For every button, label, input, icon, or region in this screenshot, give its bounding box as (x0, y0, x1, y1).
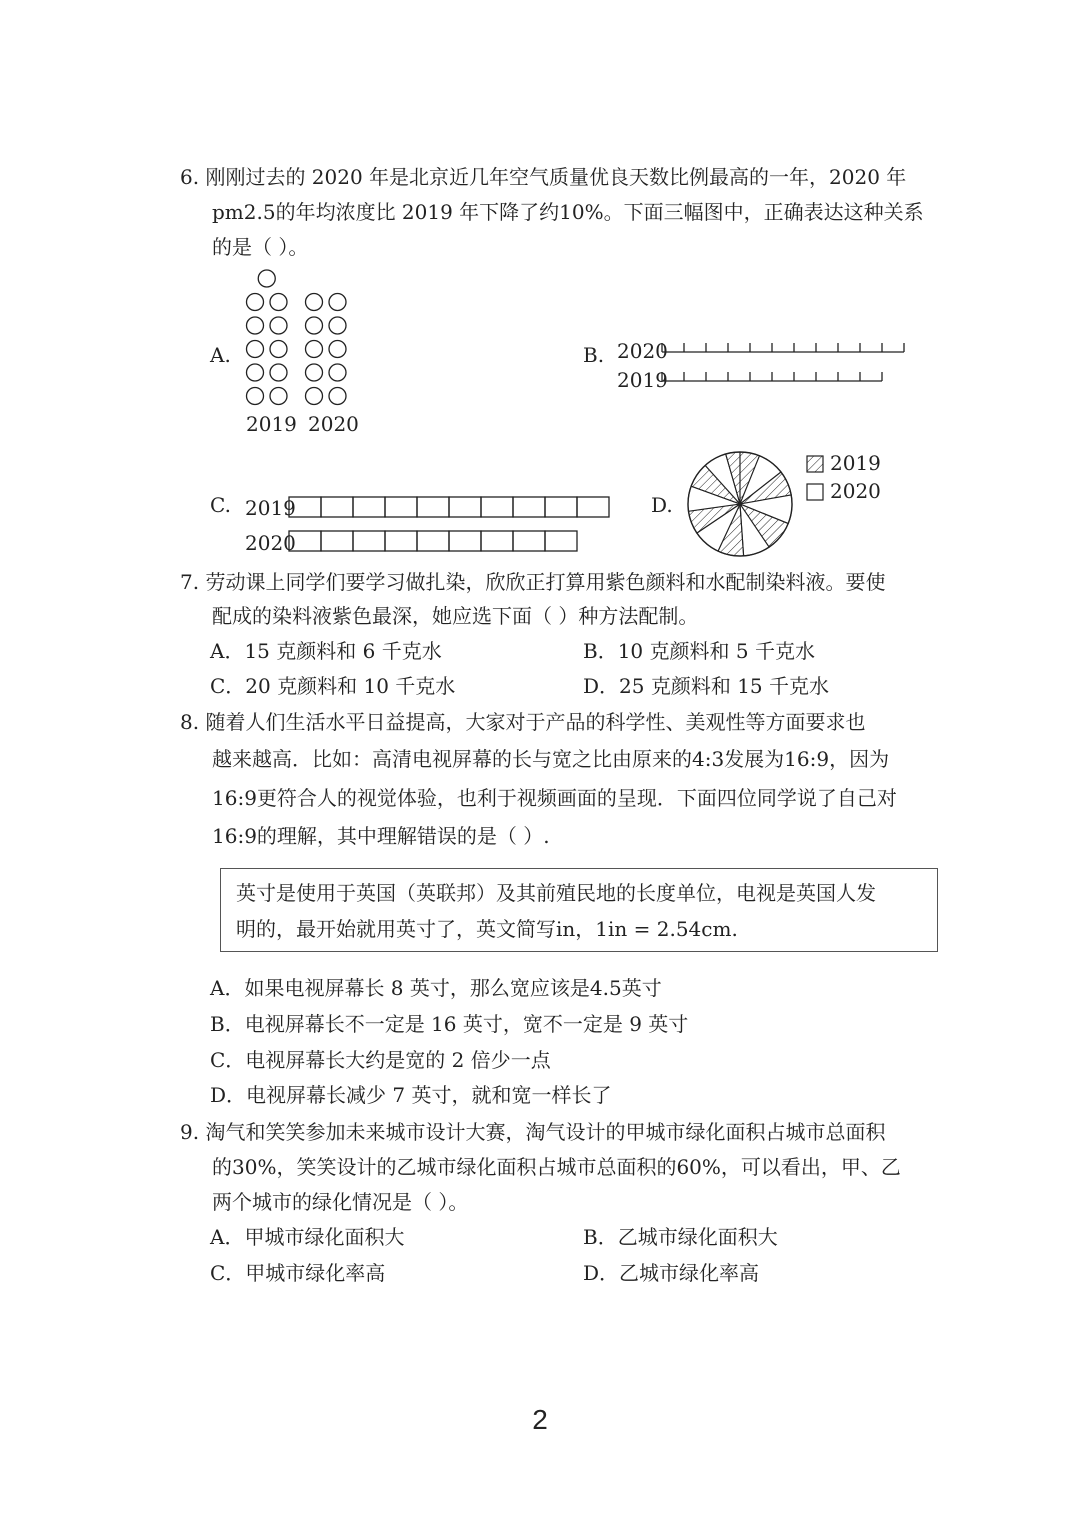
strip-2020-cell (321, 531, 353, 551)
strip-2019-cell (449, 497, 481, 517)
q9-line2: 的30%，笑笑设计的乙城市绿化面积占城市总面积的60%，可以看出，甲、乙 (212, 1155, 901, 1179)
q6-option-d-pie (680, 448, 800, 560)
q7-line2: 配成的染料液紫色最深，她应选下面（ ）种方法配制。 (212, 604, 699, 628)
q8-option-c: C．电视屏幕长大约是宽的 2 倍少一点 (210, 1048, 551, 1072)
circle-2019 (247, 364, 264, 381)
q6-line3: 的是（ ）。 (212, 235, 309, 259)
q6-option-b-row1-label: 2020 (617, 339, 668, 363)
q8-option-b: B．电视屏幕长不一定是 16 英寸，宽不一定是 9 英寸 (210, 1012, 689, 1036)
strip-2020-cell (513, 531, 545, 551)
circle-2020 (329, 388, 346, 405)
q8-option-d: D．电视屏幕长减少 7 英寸，就和宽一样长了 (210, 1083, 612, 1107)
strip-2020-cell (353, 531, 385, 551)
circle-2020 (306, 341, 323, 358)
q8-option-a: A．如果电视屏幕长 8 英寸，那么宽应该是4.5英寸 (210, 976, 662, 1000)
strip-2020-cell (481, 531, 513, 551)
q7-option-b: B．10 克颜料和 5 千克水 (583, 639, 815, 663)
strip-2020-cell (545, 531, 577, 551)
q6-option-d-legend-2020: 2020 (830, 479, 881, 503)
q9-option-c: C．甲城市绿化率高 (210, 1261, 386, 1285)
strip-2019-cell (321, 497, 353, 517)
q6-option-c-figure (288, 494, 618, 554)
q6-option-d-legend-2019-swatch (806, 455, 826, 475)
q6-option-b-label: B. (583, 343, 605, 367)
q6-option-b-row2-label: 2019 (617, 368, 668, 392)
circle-2019 (247, 341, 264, 358)
q6-line1: 6. 刚刚过去的 2020 年是北京近几年空气质量优良天数比例最高的一年，2020 年 (180, 165, 907, 189)
q6-option-a-figure (240, 265, 370, 415)
q8-box-line2: 明的，最开始就用英寸了，英文简写in，1in = 2.54cm. (236, 917, 738, 941)
page-number: 2 (532, 1404, 548, 1435)
circle-2020 (306, 364, 323, 381)
circle-2020 (329, 364, 346, 381)
q6-option-c-row2-label: 2020 (245, 531, 296, 555)
q8-line2: 越来越高．比如：高清电视屏幕的长与宽之比由原来的4:3发展为16:9，因为 (212, 747, 890, 771)
strip-2019-cell (417, 497, 449, 517)
q6-option-d-legend-2019: 2019 (830, 451, 881, 475)
strip-2019-cell (353, 497, 385, 517)
q6-option-a-label: A. (210, 343, 231, 367)
q8-box-line1: 英寸是使用于英国（英联邦）及其前殖民地的长度单位，电视是英国人发 (236, 881, 876, 905)
q7-option-d: D．25 克颜料和 15 千克水 (583, 674, 830, 698)
strip-2020-cell (449, 531, 481, 551)
circle-2019 (247, 294, 264, 311)
q7-option-a: A．15 克颜料和 6 千克水 (210, 639, 442, 663)
circle-2020 (306, 388, 323, 405)
circle-2019 (270, 388, 287, 405)
circle-2019 (270, 364, 287, 381)
circle-2019 (270, 294, 287, 311)
strip-2019-cell (481, 497, 513, 517)
q9-line3: 两个城市的绿化情况是（ ）。 (212, 1190, 469, 1214)
q9-option-a: A．甲城市绿化面积大 (210, 1225, 405, 1249)
strip-2019-cell (513, 497, 545, 517)
circle-2019 (270, 341, 287, 358)
circle-2020 (329, 317, 346, 334)
strip-2020-cell (417, 531, 449, 551)
q9-option-d: D．乙城市绿化率高 (583, 1261, 760, 1285)
circle-2020 (329, 341, 346, 358)
circle-2019 (258, 270, 275, 287)
q6-option-c-label: C. (210, 493, 231, 517)
q6-option-b-figure (660, 338, 920, 388)
strip-2019-cell (545, 497, 577, 517)
q6-line2: pm2.5的年均浓度比 2019 年下降了约10%。下面三幅图中，正确表达这种关系 (212, 200, 924, 224)
q7-option-c: C．20 克颜料和 10 千克水 (210, 674, 456, 698)
q6-option-c-row1-label: 2019 (245, 496, 296, 520)
circle-2019 (247, 317, 264, 334)
circle-2020 (306, 294, 323, 311)
circle-2020 (329, 294, 346, 311)
q9-line1: 9. 淘气和笑笑参加未来城市设计大赛，淘气设计的甲城市绿化面积占城市总面积 (180, 1120, 886, 1144)
strip-2020-cell (385, 531, 417, 551)
q8-line1: 8. 随着人们生活水平日益提高，大家对于产品的科学性、美观性等方面要求也 (180, 710, 866, 734)
circle-2019 (247, 388, 264, 405)
q6-option-d-legend-2020-swatch (806, 483, 826, 503)
strip-2019-cell (385, 497, 417, 517)
circle-2020 (306, 317, 323, 334)
q6-option-a-label-2020: 2020 (308, 412, 359, 436)
q9-option-b: B．乙城市绿化面积大 (583, 1225, 778, 1249)
q7-line1: 7. 劳动课上同学们要学习做扎染，欣欣正打算用紫色颜料和水配制染料液。要使 (180, 570, 886, 594)
q8-line3: 16:9更符合人的视觉体验，也利于视频画面的呈现．下面四位同学说了自己对 (212, 786, 897, 810)
strip-2019-cell (577, 497, 609, 517)
strip-2020-cell (289, 531, 321, 551)
q6-option-d-label: D. (651, 493, 673, 517)
q6-option-a-label-2019: 2019 (246, 412, 297, 436)
strip-2019-cell (289, 497, 321, 517)
circle-2019 (270, 317, 287, 334)
q8-line4: 16:9的理解，其中理解错误的是（ ）. (212, 824, 550, 848)
